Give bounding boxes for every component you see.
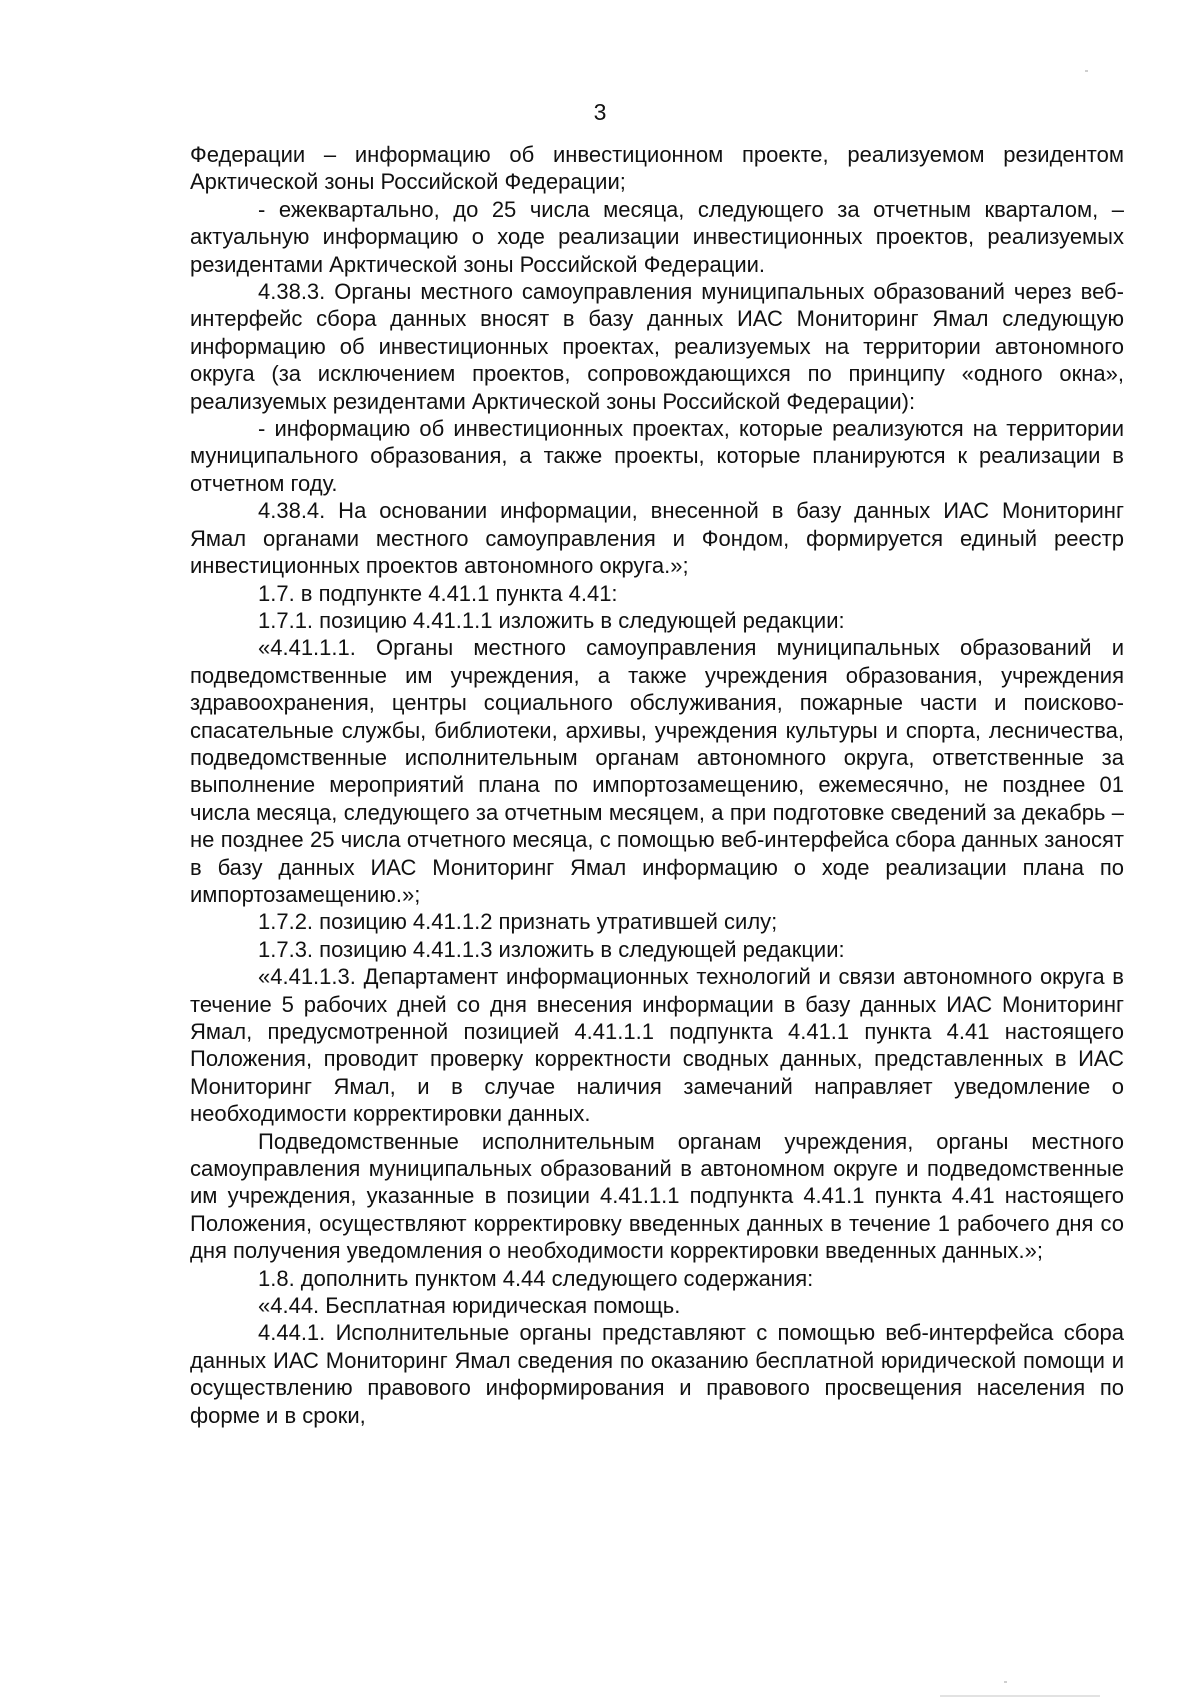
paragraph: «4.41.1.3. Департамент информационных технологий и связи автономного округа в течение 5 рабочих дней со дня внесения информации в базу данных ИАС Мониторинг Ямал, предусмотренной позицией 4.41.1.1 подпункта 4.41.1 пункта 4.41 настоящего Положения, проводит проверку корректности сводных данных, представленных в ИАС Мониторинг Ямал, и в случае наличия замечаний направляет уведомление о необходимости корректировки данных. (190, 964, 1124, 1127)
paragraph: Подведомственные исполнительным органам учреждения, органы местного самоуправления муниципальных образований в автономном округе и подведомственные им учреждения, указанные в позиции 4.41.1.1 подпункта 4.41.1 пункта 4.41 настоящего Положения, осуществляют корректировку введенных данных в течение 1 рабочего дня со дня получения уведомления о необходимости корректировки введенных данных.»; (190, 1128, 1124, 1264)
paragraph: 1.7.1. позицию 4.41.1.1 изложить в следующей редакции: (258, 607, 845, 633)
paragraph: Федерации – информацию об инвестиционном проекте, реализуемом резидентом Арктической зоны Российской Федерации; (190, 142, 1124, 195)
paragraph: 4.38.3. Органы местного самоуправления муниципальных образований через веб-интерфейс сбора данных вносят в базу данных ИАС Мониторинг Ямал следующую информацию об инвестиционных проектах, реализуемых на территории автономного округа (за исключением проектов, сопровождающихся по принципу «одного окна», реализуемых резидентами Арктической зоны Российской Федерации): (190, 279, 1124, 414)
paragraph: 1.7.2. позицию 4.41.1.2 признать утратившей силу; (258, 909, 778, 935)
paragraph: - информацию об инвестиционных проектах, которые реализуются на территории муниципального образования, а также проекты, которые планируются к реализации в отчетном году. (190, 416, 1124, 496)
scan-artifact (1004, 1681, 1007, 1683)
paragraph: «4.44. Бесплатная юридическая помощь. (258, 1293, 681, 1319)
paragraph: 1.8. дополнить пунктом 4.44 следующего содержания: (258, 1265, 814, 1291)
paragraph: 1.7.3. позицию 4.41.1.3 изложить в следующей редакции: (258, 936, 845, 962)
scan-artifact (1085, 70, 1088, 72)
paragraph: «4.41.1.1. Органы местного самоуправления муниципальных образований и подведомственные им учреждения, а также учреждения образования, учреждения здравоохранения, центры социального обслуживания, пожарные части и поисково-спасательные службы, библиотеки, архивы, учреждения культуры и спорта, лесничества, подведомственные исполнительным органам автономного округа, ответственные за выполнение мероприятий плана по импортозамещению, ежемесячно, не позднее 01 числа месяца, следующего за отчетным месяцем, а при подготовке сведений за декабрь – не позднее 25 числа отчетного месяца, с помощью веб-интерфейса сбора данных заносят в базу данных ИАС Мониторинг Ямал информацию о ходе реализации плана по импортозамещению.»; (190, 635, 1124, 907)
document-body (190, 141, 1124, 1429)
page-number: 3 (593, 99, 607, 125)
paragraph: 4.44.1. Исполнительные органы представляют с помощью веб-интерфейса сбора данных ИАС Мониторинг Ямал сведения по оказанию бесплатной юридической помощи и осуществлению правового информирования и правового просвещения населения по форме и в сроки, (190, 1320, 1124, 1428)
paragraph: 4.38.4. На основании информации, внесенной в базу данных ИАС Мониторинг Ямал органами местного самоуправления и Фондом, формируется единый реестр инвестиционных проектов автономного округа.»; (190, 498, 1124, 579)
paragraph: 1.7. в подпункте 4.41.1 пункта 4.41: (258, 580, 618, 606)
paragraph: - ежеквартально, до 25 числа месяца, следующего за отчетным кварталом, – актуальную информацию о ходе реализации инвестиционных проектов, реализуемых резидентами Арктической зоны Российской Федерации. (190, 196, 1124, 277)
